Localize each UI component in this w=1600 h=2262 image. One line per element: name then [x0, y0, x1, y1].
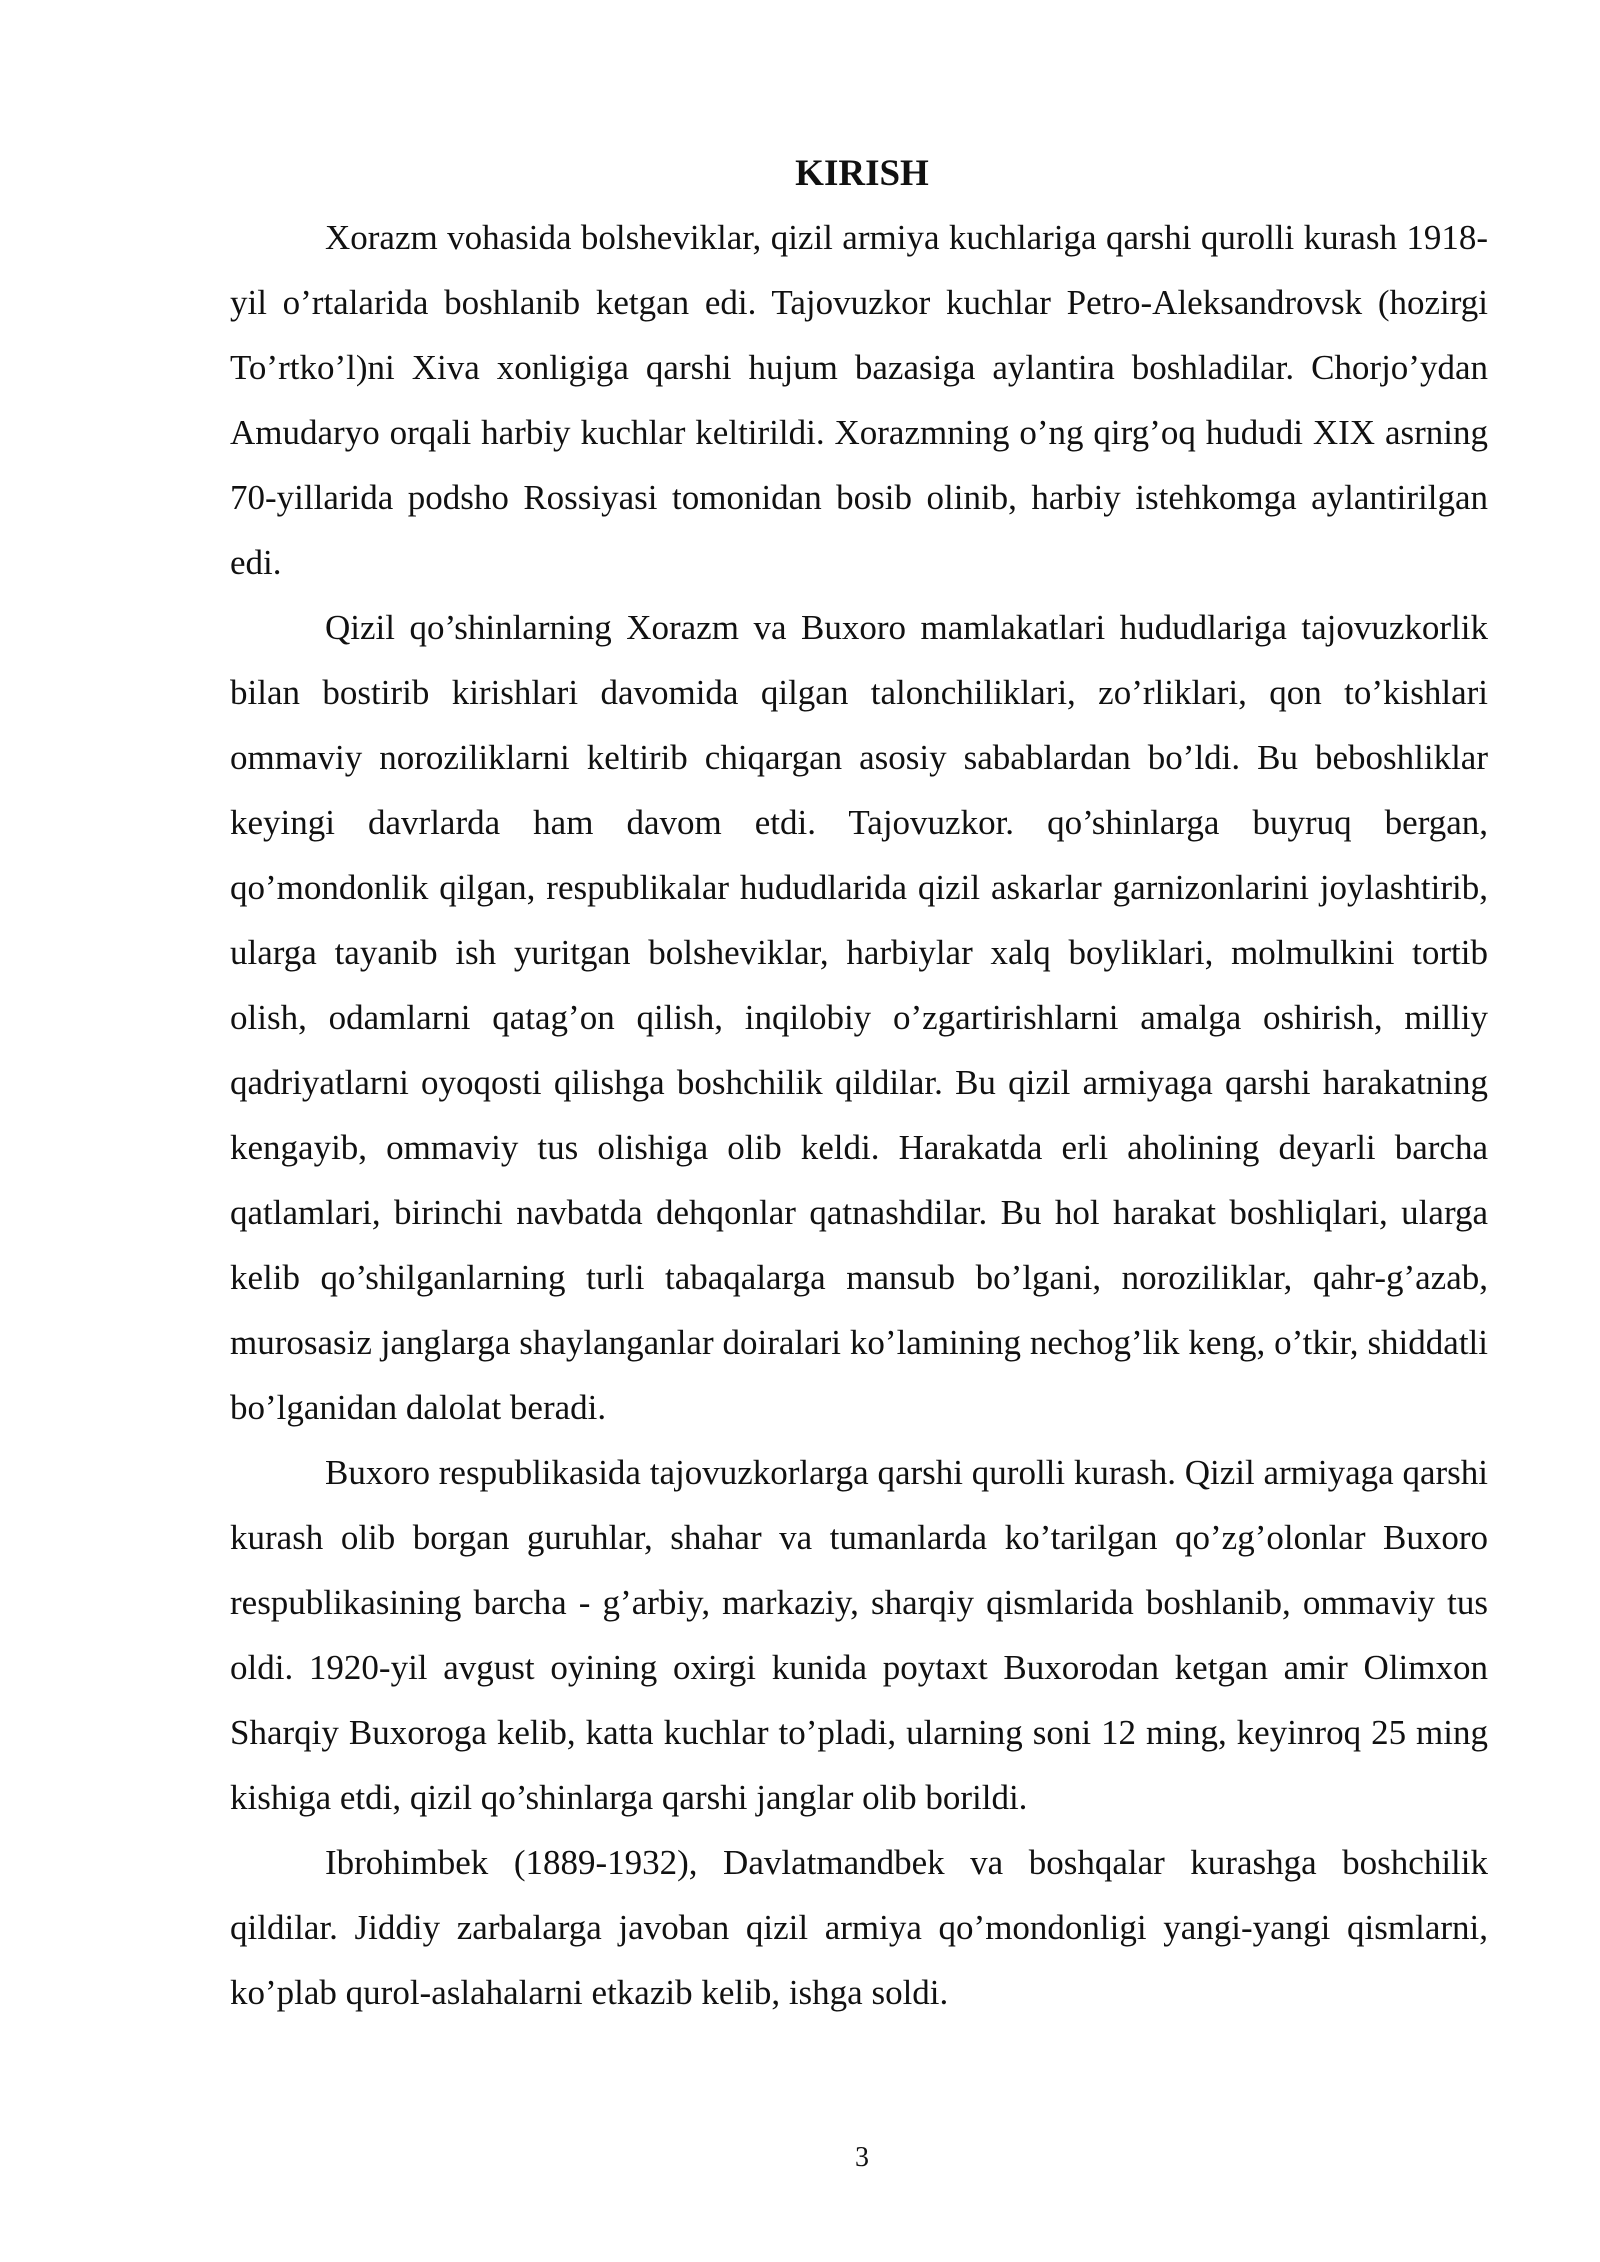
paragraph-4: Ibrohimbek (1889-1932), Davlatmandbek va boshqalar kurashga boshchilik qildilar. Jiddiy zarbalarga javoban qizil armiya qo’mondonligi yangi-yangi qismlarni, ko’plab qurol-aslahalarni etkazib kelib, ishga soldi. [230, 1843, 1488, 2012]
body-text [230, 205, 1488, 2025]
paragraph-2: Qizil qo’shinlarning Xorazm va Buxoro mamlakatlari hududlariga tajovuzkorlik bilan bostirib kirishlari davomida qilgan talonchiliklari, zo’rliklari, qon to’kishlari ommaviy noroziliklarni keltirib chiqargan asosiy sabablardan bo’ldi. Bu beboshliklar keyingi davrlarda ham davom etdi. Tajovuzkor. qo’shinlarga buyruq bergan, qo’mondonlik qilgan, respublikalar hududlarida qizil askarlar garnizonlarini joylashtirib, ularga tayanib ish yuritgan bolsheviklar, harbiylar xalq boyliklari, molmulkini tortib olish, odamlarni qatag’on qilish, inqilobiy o’zgartirishlarni amalga oshirish, milliy qadriyatlarni oyoqosti qilishga boshchilik qildilar. Bu qizil armiyaga qarshi harakatning kengayib, ommaviy tus olishiga olib keldi. Harakatda erli aholining deyarli barcha qatlamlari, birinchi navbatda dehqonlar qatnashdilar. Bu hol harakat boshliqlari, ularga kelib qo’shilganlarning turli tabaqalarga mansub bo’lgani, noroziliklar, qahr-g’azab, murosasiz janglarga shaylanganlar doiralari ko’lamining nechog’lik keng, o’tkir, shiddatli bo’lganidan dalolat beradi. [230, 608, 1488, 1427]
page-title: KIRISH [795, 153, 929, 194]
page-number: 3 [855, 2142, 869, 2173]
paragraph-1: Xorazm vohasida bolsheviklar, qizil armiya kuchlariga qarshi qurolli kurash 1918-yil o’rtalarida boshlanib ketgan edi. Tajovuzkor kuchlar Petro-Aleksandrovsk (hozirgi To’rtko’l)ni Xiva xonligiga qarshi hujum bazasiga aylantira boshladilar. Chorjo’ydan Amudaryo orqali harbiy kuchlar keltirildi. Xorazmning o’ng qirg’oq hududi XIX asrning 70-yillarida podsho Rossiyasi tomonidan bosib olinib, harbiy istehkomga aylantirilgan edi. [230, 218, 1488, 582]
paragraph-3: Buxoro respublikasida tajovuzkorlarga qarshi qurolli kurash. Qizil armiyaga qarshi kurash olib borgan guruhlar, shahar va tumanlarda ko’tarilgan qo’zg’olonlar Buxoro respublikasining barcha - g’arbiy, markaziy, sharqiy qismlarida boshlanib, ommaviy tus oldi. 1920-yil avgust oyining oxirgi kunida poytaxt Buxorodan ketgan amir Olimxon Sharqiy Buxoroga kelib, katta kuchlar to’pladi, ularning soni 12 ming, keyinroq 25 ming kishiga etdi, qizil qo’shinlarga qarshi janglar olib borildi. [230, 1453, 1488, 1817]
